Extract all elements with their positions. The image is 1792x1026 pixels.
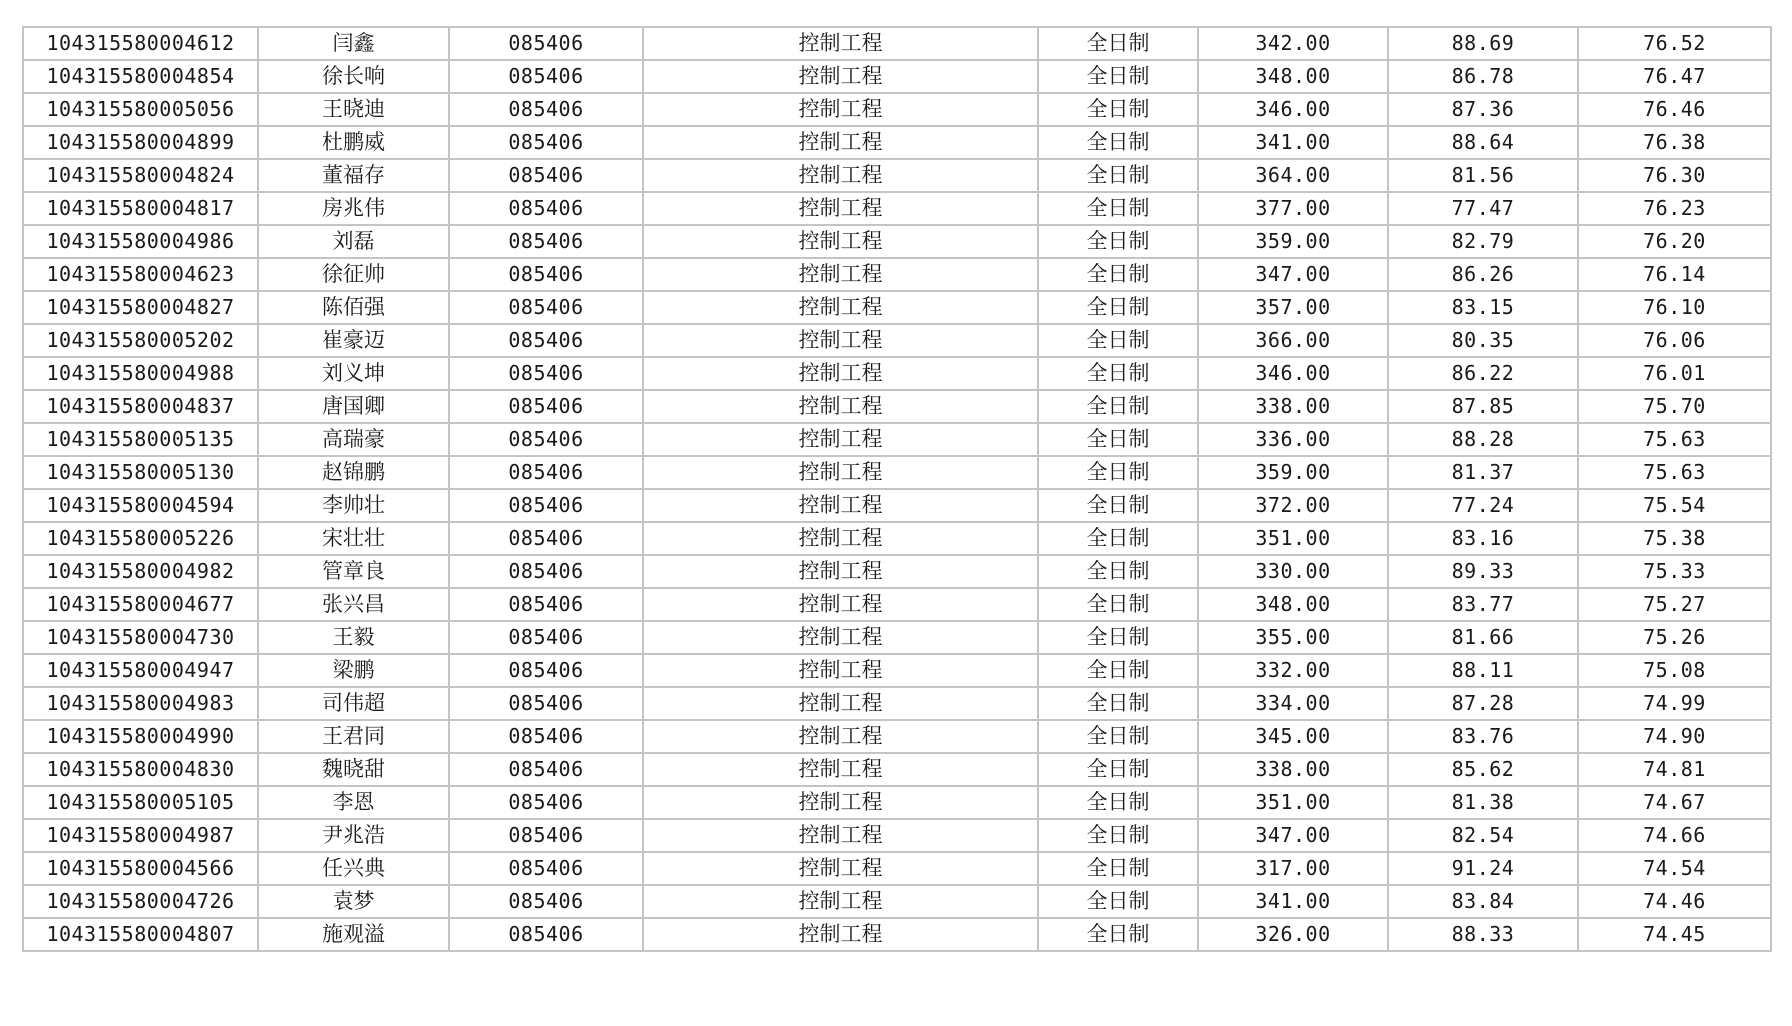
table-row xyxy=(23,423,1771,456)
exam-id-cell: 104315580004830 xyxy=(23,753,258,786)
major-name-cell: 控制工程 xyxy=(643,819,1038,852)
total-score-cell: 76.20 xyxy=(1578,225,1771,258)
name-cell: 宋壮壮 xyxy=(258,522,449,555)
study-mode-cell: 全日制 xyxy=(1038,291,1198,324)
table-row xyxy=(23,456,1771,489)
name-cell: 刘义坤 xyxy=(258,357,449,390)
exam-id-cell: 104315580004566 xyxy=(23,852,258,885)
study-mode-cell: 全日制 xyxy=(1038,357,1198,390)
total-score-cell: 74.67 xyxy=(1578,786,1771,819)
name-cell: 徐长响 xyxy=(258,60,449,93)
initial-score-cell: 347.00 xyxy=(1198,819,1388,852)
exam-id-cell: 104315580004983 xyxy=(23,687,258,720)
major-name-cell: 控制工程 xyxy=(643,654,1038,687)
name-cell: 唐国卿 xyxy=(258,390,449,423)
name-cell: 魏晓甜 xyxy=(258,753,449,786)
total-score-cell: 76.06 xyxy=(1578,324,1771,357)
total-score-cell: 76.47 xyxy=(1578,60,1771,93)
major-code-cell: 085406 xyxy=(449,786,643,819)
total-score-cell: 76.52 xyxy=(1578,27,1771,60)
table-row xyxy=(23,390,1771,423)
retest-score-cell: 81.56 xyxy=(1388,159,1578,192)
table-body xyxy=(23,27,1771,951)
exam-id-cell: 104315580005056 xyxy=(23,93,258,126)
study-mode-cell: 全日制 xyxy=(1038,687,1198,720)
study-mode-cell: 全日制 xyxy=(1038,423,1198,456)
name-cell: 王晓迪 xyxy=(258,93,449,126)
exam-id-cell: 104315580004824 xyxy=(23,159,258,192)
total-score-cell: 76.01 xyxy=(1578,357,1771,390)
retest-score-cell: 80.35 xyxy=(1388,324,1578,357)
initial-score-cell: 330.00 xyxy=(1198,555,1388,588)
exam-id-cell: 104315580005105 xyxy=(23,786,258,819)
total-score-cell: 74.66 xyxy=(1578,819,1771,852)
major-code-cell: 085406 xyxy=(449,885,643,918)
major-code-cell: 085406 xyxy=(449,27,643,60)
name-cell: 李恩 xyxy=(258,786,449,819)
major-name-cell: 控制工程 xyxy=(643,885,1038,918)
total-score-cell: 74.46 xyxy=(1578,885,1771,918)
major-name-cell: 控制工程 xyxy=(643,225,1038,258)
name-cell: 董福存 xyxy=(258,159,449,192)
initial-score-cell: 341.00 xyxy=(1198,126,1388,159)
major-code-cell: 085406 xyxy=(449,819,643,852)
table-row xyxy=(23,60,1771,93)
table-row xyxy=(23,489,1771,522)
study-mode-cell: 全日制 xyxy=(1038,819,1198,852)
study-mode-cell: 全日制 xyxy=(1038,885,1198,918)
initial-score-cell: 341.00 xyxy=(1198,885,1388,918)
study-mode-cell: 全日制 xyxy=(1038,159,1198,192)
major-name-cell: 控制工程 xyxy=(643,786,1038,819)
total-score-cell: 75.38 xyxy=(1578,522,1771,555)
table-row xyxy=(23,225,1771,258)
major-name-cell: 控制工程 xyxy=(643,390,1038,423)
study-mode-cell: 全日制 xyxy=(1038,324,1198,357)
name-cell: 王君同 xyxy=(258,720,449,753)
retest-score-cell: 87.85 xyxy=(1388,390,1578,423)
major-code-cell: 085406 xyxy=(449,324,643,357)
exam-id-cell: 104315580004807 xyxy=(23,918,258,951)
initial-score-cell: 377.00 xyxy=(1198,192,1388,225)
table-row xyxy=(23,852,1771,885)
major-name-cell: 控制工程 xyxy=(643,291,1038,324)
initial-score-cell: 357.00 xyxy=(1198,291,1388,324)
major-code-cell: 085406 xyxy=(449,60,643,93)
retest-score-cell: 88.64 xyxy=(1388,126,1578,159)
total-score-cell: 74.90 xyxy=(1578,720,1771,753)
exam-id-cell: 104315580004730 xyxy=(23,621,258,654)
table-row xyxy=(23,522,1771,555)
initial-score-cell: 364.00 xyxy=(1198,159,1388,192)
name-cell: 崔豪迈 xyxy=(258,324,449,357)
major-code-cell: 085406 xyxy=(449,522,643,555)
major-name-cell: 控制工程 xyxy=(643,489,1038,522)
study-mode-cell: 全日制 xyxy=(1038,258,1198,291)
major-code-cell: 085406 xyxy=(449,225,643,258)
name-cell: 赵锦鹏 xyxy=(258,456,449,489)
major-code-cell: 085406 xyxy=(449,918,643,951)
total-score-cell: 76.14 xyxy=(1578,258,1771,291)
major-code-cell: 085406 xyxy=(449,258,643,291)
name-cell: 李帅壮 xyxy=(258,489,449,522)
retest-score-cell: 85.62 xyxy=(1388,753,1578,786)
total-score-cell: 75.63 xyxy=(1578,423,1771,456)
table-row xyxy=(23,654,1771,687)
retest-score-cell: 82.54 xyxy=(1388,819,1578,852)
total-score-cell: 76.23 xyxy=(1578,192,1771,225)
exam-id-cell: 104315580005135 xyxy=(23,423,258,456)
retest-score-cell: 86.78 xyxy=(1388,60,1578,93)
table-row xyxy=(23,324,1771,357)
total-score-cell: 75.33 xyxy=(1578,555,1771,588)
retest-score-cell: 83.77 xyxy=(1388,588,1578,621)
exam-id-cell: 104315580005130 xyxy=(23,456,258,489)
exam-id-cell: 104315580004594 xyxy=(23,489,258,522)
initial-score-cell: 359.00 xyxy=(1198,456,1388,489)
name-cell: 司伟超 xyxy=(258,687,449,720)
initial-score-cell: 348.00 xyxy=(1198,60,1388,93)
total-score-cell: 75.54 xyxy=(1578,489,1771,522)
retest-score-cell: 77.24 xyxy=(1388,489,1578,522)
exam-id-cell: 104315580004986 xyxy=(23,225,258,258)
initial-score-cell: 346.00 xyxy=(1198,93,1388,126)
major-code-cell: 085406 xyxy=(449,852,643,885)
total-score-cell: 75.08 xyxy=(1578,654,1771,687)
major-code-cell: 085406 xyxy=(449,291,643,324)
study-mode-cell: 全日制 xyxy=(1038,93,1198,126)
name-cell: 张兴昌 xyxy=(258,588,449,621)
major-code-cell: 085406 xyxy=(449,357,643,390)
retest-score-cell: 83.84 xyxy=(1388,885,1578,918)
exam-id-cell: 104315580004623 xyxy=(23,258,258,291)
name-cell: 房兆伟 xyxy=(258,192,449,225)
total-score-cell: 75.70 xyxy=(1578,390,1771,423)
exam-id-cell: 104315580004982 xyxy=(23,555,258,588)
total-score-cell: 74.81 xyxy=(1578,753,1771,786)
exam-id-cell: 104315580005202 xyxy=(23,324,258,357)
name-cell: 施观溢 xyxy=(258,918,449,951)
major-code-cell: 085406 xyxy=(449,126,643,159)
major-name-cell: 控制工程 xyxy=(643,27,1038,60)
table-row xyxy=(23,753,1771,786)
initial-score-cell: 351.00 xyxy=(1198,786,1388,819)
retest-score-cell: 89.33 xyxy=(1388,555,1578,588)
major-code-cell: 085406 xyxy=(449,423,643,456)
exam-id-cell: 104315580004854 xyxy=(23,60,258,93)
initial-score-cell: 347.00 xyxy=(1198,258,1388,291)
major-code-cell: 085406 xyxy=(449,555,643,588)
table-row xyxy=(23,819,1771,852)
table-row xyxy=(23,720,1771,753)
exam-id-cell: 104315580004677 xyxy=(23,588,258,621)
name-cell: 梁鹏 xyxy=(258,654,449,687)
major-code-cell: 085406 xyxy=(449,588,643,621)
retest-score-cell: 81.38 xyxy=(1388,786,1578,819)
major-name-cell: 控制工程 xyxy=(643,753,1038,786)
major-code-cell: 085406 xyxy=(449,753,643,786)
retest-score-cell: 91.24 xyxy=(1388,852,1578,885)
major-code-cell: 085406 xyxy=(449,720,643,753)
major-name-cell: 控制工程 xyxy=(643,456,1038,489)
retest-score-cell: 83.76 xyxy=(1388,720,1578,753)
initial-score-cell: 326.00 xyxy=(1198,918,1388,951)
major-name-cell: 控制工程 xyxy=(643,687,1038,720)
total-score-cell: 74.54 xyxy=(1578,852,1771,885)
exam-id-cell: 104315580004726 xyxy=(23,885,258,918)
name-cell: 高瑞豪 xyxy=(258,423,449,456)
major-name-cell: 控制工程 xyxy=(643,324,1038,357)
table-row xyxy=(23,291,1771,324)
table-row xyxy=(23,357,1771,390)
study-mode-cell: 全日制 xyxy=(1038,60,1198,93)
total-score-cell: 75.27 xyxy=(1578,588,1771,621)
major-name-cell: 控制工程 xyxy=(643,60,1038,93)
table-row xyxy=(23,621,1771,654)
major-name-cell: 控制工程 xyxy=(643,720,1038,753)
exam-id-cell: 104315580004947 xyxy=(23,654,258,687)
major-name-cell: 控制工程 xyxy=(643,621,1038,654)
initial-score-cell: 334.00 xyxy=(1198,687,1388,720)
study-mode-cell: 全日制 xyxy=(1038,720,1198,753)
table-row xyxy=(23,885,1771,918)
total-score-cell: 76.46 xyxy=(1578,93,1771,126)
retest-score-cell: 86.26 xyxy=(1388,258,1578,291)
major-name-cell: 控制工程 xyxy=(643,555,1038,588)
table-row xyxy=(23,126,1771,159)
major-code-cell: 085406 xyxy=(449,456,643,489)
major-name-cell: 控制工程 xyxy=(643,258,1038,291)
major-code-cell: 085406 xyxy=(449,687,643,720)
study-mode-cell: 全日制 xyxy=(1038,225,1198,258)
initial-score-cell: 372.00 xyxy=(1198,489,1388,522)
study-mode-cell: 全日制 xyxy=(1038,390,1198,423)
table-row xyxy=(23,159,1771,192)
major-code-cell: 085406 xyxy=(449,654,643,687)
total-score-cell: 76.10 xyxy=(1578,291,1771,324)
exam-id-cell: 104315580004988 xyxy=(23,357,258,390)
retest-score-cell: 88.28 xyxy=(1388,423,1578,456)
major-name-cell: 控制工程 xyxy=(643,852,1038,885)
study-mode-cell: 全日制 xyxy=(1038,654,1198,687)
total-score-cell: 76.38 xyxy=(1578,126,1771,159)
major-name-cell: 控制工程 xyxy=(643,522,1038,555)
study-mode-cell: 全日制 xyxy=(1038,522,1198,555)
major-code-cell: 085406 xyxy=(449,159,643,192)
initial-score-cell: 336.00 xyxy=(1198,423,1388,456)
initial-score-cell: 348.00 xyxy=(1198,588,1388,621)
major-name-cell: 控制工程 xyxy=(643,918,1038,951)
total-score-cell: 76.30 xyxy=(1578,159,1771,192)
name-cell: 徐征帅 xyxy=(258,258,449,291)
retest-score-cell: 87.36 xyxy=(1388,93,1578,126)
retest-score-cell: 86.22 xyxy=(1388,357,1578,390)
name-cell: 管章良 xyxy=(258,555,449,588)
initial-score-cell: 332.00 xyxy=(1198,654,1388,687)
initial-score-cell: 342.00 xyxy=(1198,27,1388,60)
study-mode-cell: 全日制 xyxy=(1038,126,1198,159)
table-row xyxy=(23,93,1771,126)
study-mode-cell: 全日制 xyxy=(1038,852,1198,885)
exam-id-cell: 104315580005226 xyxy=(23,522,258,555)
name-cell: 任兴典 xyxy=(258,852,449,885)
exam-id-cell: 104315580004612 xyxy=(23,27,258,60)
study-mode-cell: 全日制 xyxy=(1038,27,1198,60)
study-mode-cell: 全日制 xyxy=(1038,456,1198,489)
total-score-cell: 74.45 xyxy=(1578,918,1771,951)
retest-score-cell: 83.15 xyxy=(1388,291,1578,324)
initial-score-cell: 355.00 xyxy=(1198,621,1388,654)
retest-score-cell: 88.11 xyxy=(1388,654,1578,687)
major-name-cell: 控制工程 xyxy=(643,192,1038,225)
name-cell: 闫鑫 xyxy=(258,27,449,60)
major-name-cell: 控制工程 xyxy=(643,357,1038,390)
study-mode-cell: 全日制 xyxy=(1038,489,1198,522)
name-cell: 杜鹏威 xyxy=(258,126,449,159)
study-mode-cell: 全日制 xyxy=(1038,588,1198,621)
name-cell: 王毅 xyxy=(258,621,449,654)
initial-score-cell: 338.00 xyxy=(1198,390,1388,423)
table-row xyxy=(23,192,1771,225)
retest-score-cell: 88.33 xyxy=(1388,918,1578,951)
initial-score-cell: 359.00 xyxy=(1198,225,1388,258)
study-mode-cell: 全日制 xyxy=(1038,786,1198,819)
name-cell: 陈佰强 xyxy=(258,291,449,324)
table-row xyxy=(23,786,1771,819)
study-mode-cell: 全日制 xyxy=(1038,918,1198,951)
exam-id-cell: 104315580004990 xyxy=(23,720,258,753)
table-row xyxy=(23,27,1771,60)
exam-id-cell: 104315580004987 xyxy=(23,819,258,852)
major-name-cell: 控制工程 xyxy=(643,159,1038,192)
major-code-cell: 085406 xyxy=(449,93,643,126)
table-row xyxy=(23,588,1771,621)
name-cell: 袁梦 xyxy=(258,885,449,918)
initial-score-cell: 346.00 xyxy=(1198,357,1388,390)
initial-score-cell: 366.00 xyxy=(1198,324,1388,357)
exam-id-cell: 104315580004899 xyxy=(23,126,258,159)
study-mode-cell: 全日制 xyxy=(1038,192,1198,225)
initial-score-cell: 351.00 xyxy=(1198,522,1388,555)
exam-id-cell: 104315580004817 xyxy=(23,192,258,225)
major-name-cell: 控制工程 xyxy=(643,93,1038,126)
retest-score-cell: 88.69 xyxy=(1388,27,1578,60)
exam-id-cell: 104315580004837 xyxy=(23,390,258,423)
table-row xyxy=(23,258,1771,291)
name-cell: 刘磊 xyxy=(258,225,449,258)
initial-score-cell: 345.00 xyxy=(1198,720,1388,753)
retest-score-cell: 87.28 xyxy=(1388,687,1578,720)
major-name-cell: 控制工程 xyxy=(643,588,1038,621)
major-code-cell: 085406 xyxy=(449,192,643,225)
major-code-cell: 085406 xyxy=(449,390,643,423)
initial-score-cell: 317.00 xyxy=(1198,852,1388,885)
study-mode-cell: 全日制 xyxy=(1038,621,1198,654)
table-row xyxy=(23,555,1771,588)
total-score-cell: 75.63 xyxy=(1578,456,1771,489)
score-table xyxy=(22,26,1772,952)
study-mode-cell: 全日制 xyxy=(1038,753,1198,786)
name-cell: 尹兆浩 xyxy=(258,819,449,852)
major-code-cell: 085406 xyxy=(449,489,643,522)
exam-id-cell: 104315580004827 xyxy=(23,291,258,324)
study-mode-cell: 全日制 xyxy=(1038,555,1198,588)
major-name-cell: 控制工程 xyxy=(643,126,1038,159)
table-row xyxy=(23,918,1771,951)
table-row xyxy=(23,687,1771,720)
total-score-cell: 74.99 xyxy=(1578,687,1771,720)
initial-score-cell: 338.00 xyxy=(1198,753,1388,786)
retest-score-cell: 83.16 xyxy=(1388,522,1578,555)
total-score-cell: 75.26 xyxy=(1578,621,1771,654)
retest-score-cell: 82.79 xyxy=(1388,225,1578,258)
major-name-cell: 控制工程 xyxy=(643,423,1038,456)
retest-score-cell: 81.37 xyxy=(1388,456,1578,489)
major-code-cell: 085406 xyxy=(449,621,643,654)
retest-score-cell: 77.47 xyxy=(1388,192,1578,225)
retest-score-cell: 81.66 xyxy=(1388,621,1578,654)
